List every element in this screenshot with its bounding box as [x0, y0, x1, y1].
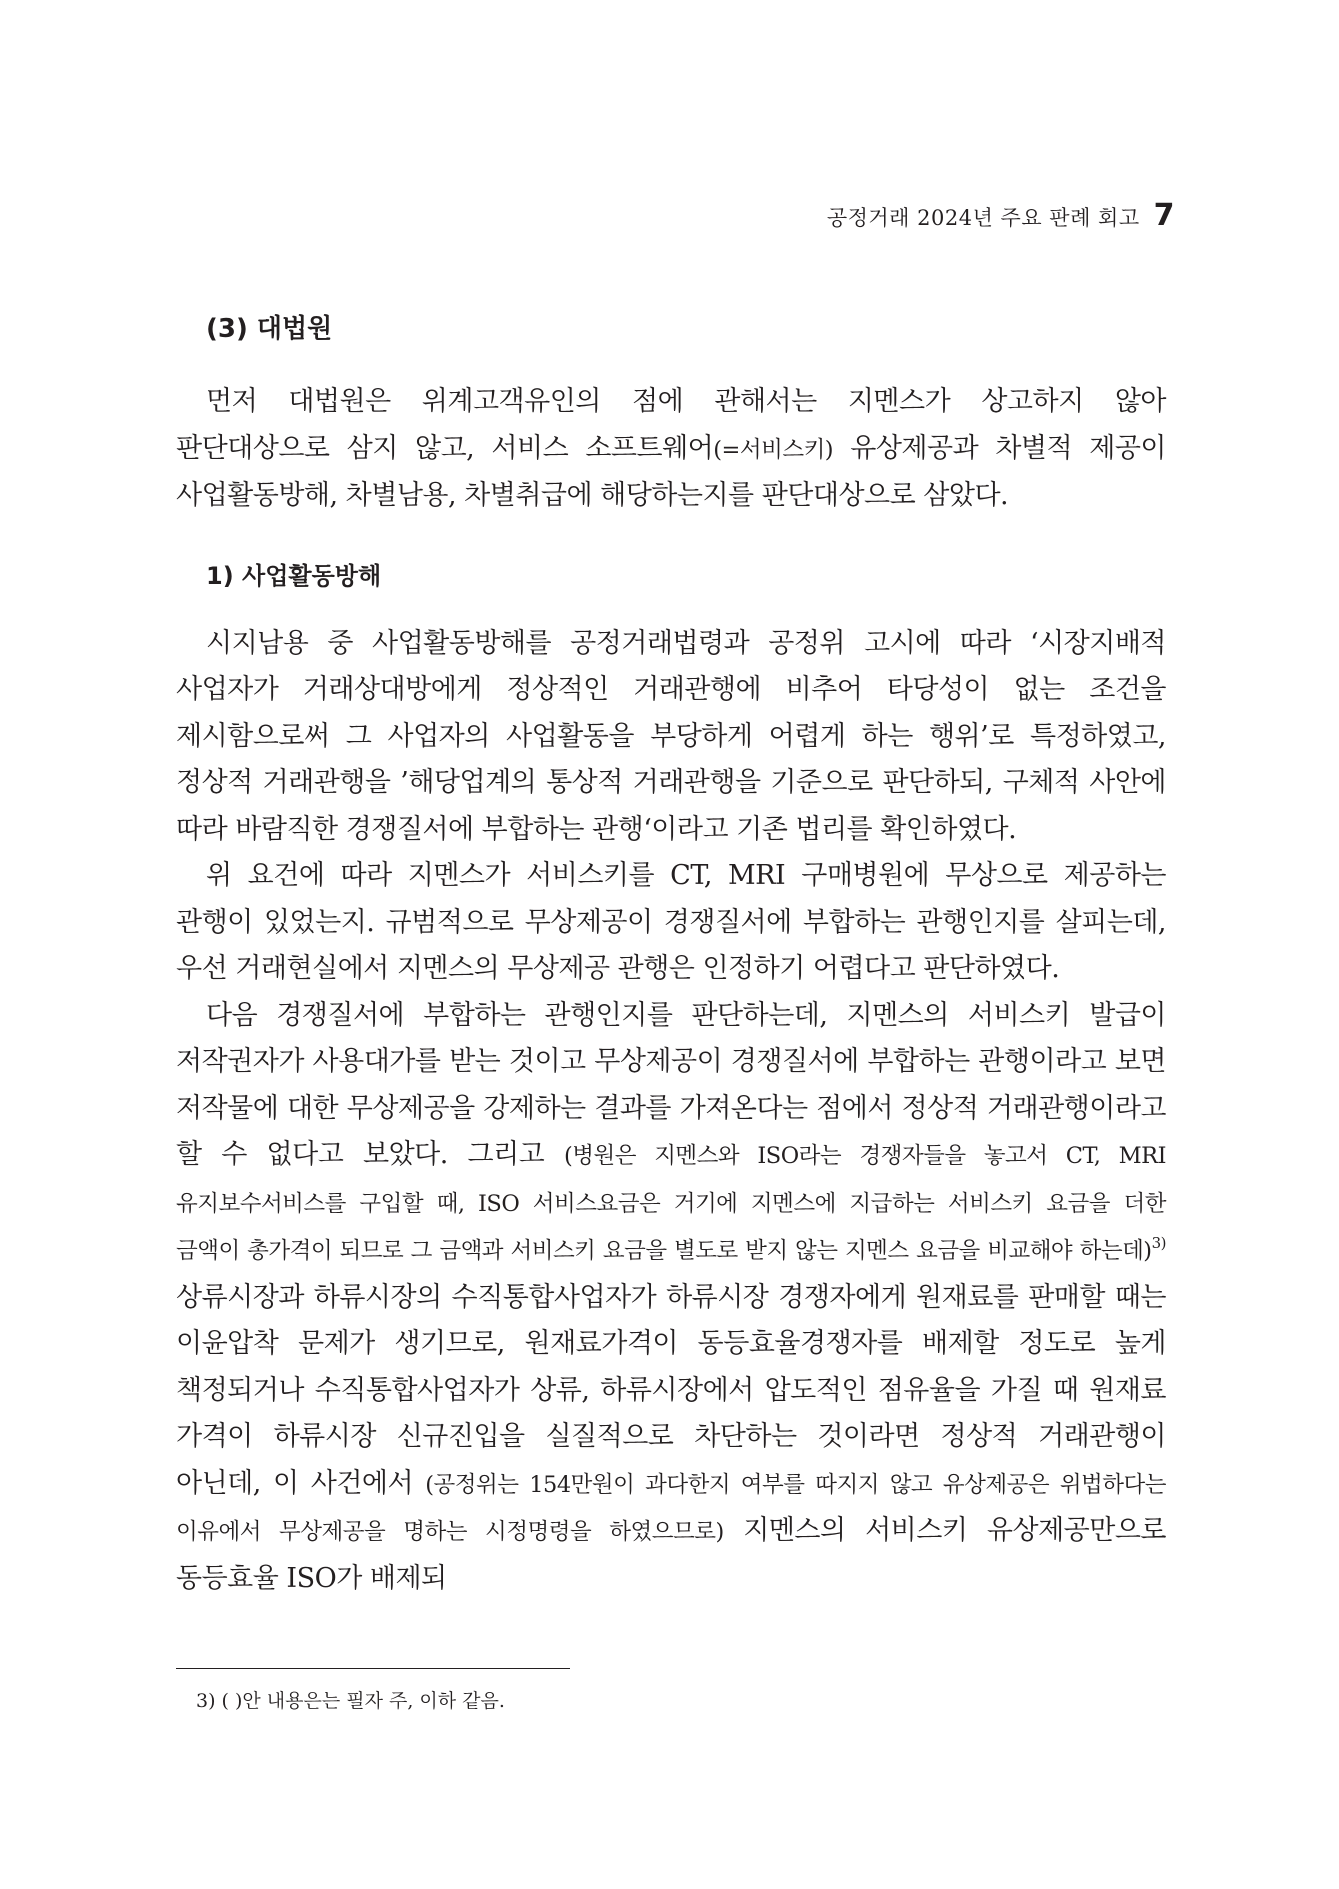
running-title: 공정거래 2024년 주요 판례 회고: [826, 206, 1140, 230]
p3-text-a: 다음 경쟁질서에 부합하는 관행인지를 판단하는데, 지멘스의 서비스키 발급이 저작권자가 사용대가를 받는 것이고 무상제공이 경쟁질서에 부합하는 관행이라고 보면 저작물에 대한 무상제공을 강제하는 결과를 가져온다는 점에서 정상적 거래관행이라고 할 수 없다고 보았다. 그리고: [176, 999, 1166, 1170]
running-header: [827, 198, 1175, 233]
intro-text-a: 먼저 대법원은 위계고객유인의 점에 관해서는 지멘스가 상고하지 않아 판단대상으로 삼지 않고, 서비스 소프트웨어: [176, 386, 1166, 464]
footnote-divider: [176, 1668, 570, 1669]
intro-paragraph: [176, 379, 1166, 520]
p3-text-c: 지멘스의 서비스키 유상제공만으로 동등효율 ISO가 배제되: [176, 1515, 1166, 1594]
page-number: 7: [1153, 198, 1175, 233]
p3-text-b: 상류시장과 하류시장의 수직통합사업자가 하류시장 경쟁자에게 원재료를 판매할 때는 이윤압착 문제가 생기므로, 원재료가격이 동등효율경쟁자를 배제할 정도로 높게 책정되거나 수직통합사업자가 상류, 하류시장에서 압도적인 점유율을 가질 때 원재료 가격이 하류시장 신규진입을 실질적으로 차단하는 것이라면 정상적 거래관행이 아닌데, 이 사건에서: [176, 1281, 1166, 1499]
footnote-reference[interactable]: 3): [1151, 1234, 1166, 1252]
intro-text-b: 유상제공과 차별적 제공이 사업활동방해, 차별남용, 차별취급에 해당하는지를 판단대상으로 삼았다.: [176, 432, 1166, 511]
paragraph-1: 시지남용 중 사업활동방해를 공정거래법령과 공정위 고시에 따라 ‘시장지배적 사업자가 거래상대방에게 정상적인 거래관행에 비추어 타당성이 없는 조건을 제시함으로써 그 사업자의 사업활동을 부당하게 어렵게 하는 행위’로 특정하였고, 정상적 거래관행을 ’해당업계의 통상적 거래관행을 기준으로 판단하되, 구체적 사안에 따라 바람직한 경쟁질서에 부합하는 관행‘이라고 기존 법리를 확인하였다.: [176, 627, 1166, 845]
intro-note: (=서비스키): [713, 436, 834, 463]
subsection-heading: 1) 사업활동방해: [206, 561, 382, 590]
paragraph-2: 위 요건에 따라 지멘스가 서비스키를 CT, MRI 구매병원에 무상으로 제공하는 관행이 있었는지. 규범적으로 무상제공이 경쟁질서에 부합하는 관행인지를 살피는데, 우선 거래현실에서 지멘스의 무상제공 관행은 인정하기 어렵다고 판단하였다.: [176, 860, 1166, 984]
paragraph-3: [176, 993, 1166, 1603]
section-heading: (3) 대법원: [206, 314, 333, 344]
p3-note-2: (공정위는 154만원이 과다한지 여부를 따지지 않고 유상제공은 위법하다는 이유에서 무상제공을 명하는 시정명령을 하였으므로): [176, 1471, 1166, 1545]
p3-note-1: (병원은 지멘스와 ISO라는 경쟁자들을 놓고서 CT, MRI 유지보수서비스를 구입할 때, ISO 서비스요금은 거기에 지멘스에 지급하는 서비스키 요금을 더한 금액이 총가격이 되므로 그 금액과 서비스키 요금을 별도로 받지 않는 지멘스 요금을 비교해야 하는데): [176, 1143, 1166, 1264]
footnote: 3) ( )안 내용은는 필자 주, 이하 같음.: [196, 1690, 505, 1712]
page-body: [176, 308, 1166, 1602]
